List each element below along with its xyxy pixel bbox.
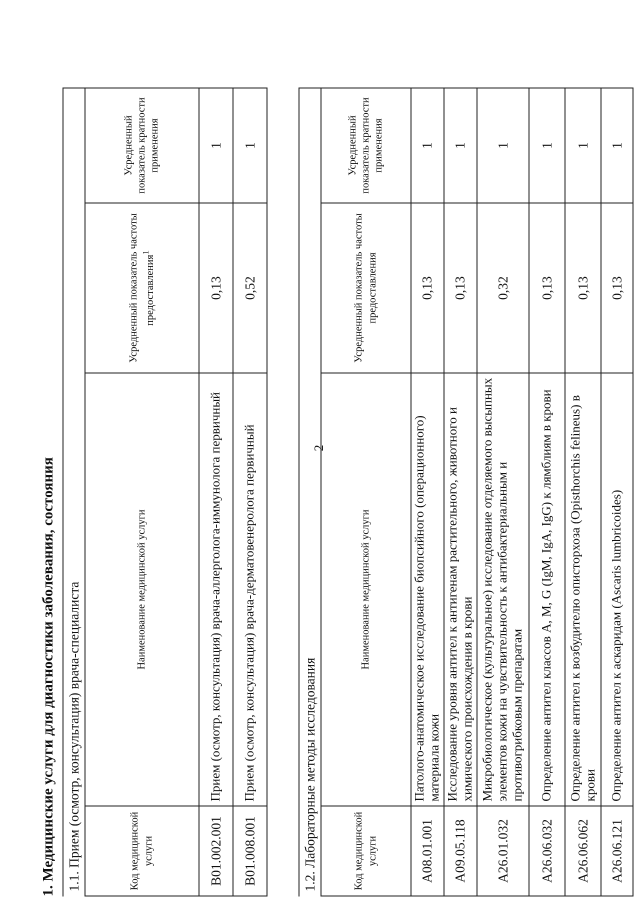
- service-code: A26.06.121: [601, 806, 633, 896]
- table-row: [477, 88, 529, 896]
- service-name: Микробиологическое (культуральное) исследование отделяемого высыпных элементов кожи на чувствительность к антибактериальным и противогрибковым препаратам: [477, 373, 529, 806]
- multiplicity-value: 1: [601, 88, 633, 203]
- service-code: A26.06.062: [565, 806, 601, 896]
- subsection-title: 1.2. Лабораторные методы исследования: [299, 88, 321, 896]
- table-row: [444, 88, 477, 896]
- footnote-mark: 1: [139, 250, 150, 255]
- frequency-value: 0,13: [444, 203, 477, 373]
- service-name: Прием (осмотр, консультация) врача-аллерголога-иммунолога первичный: [199, 373, 233, 806]
- service-name: Исследование уровня антител к антигенам растительного, животного и химического происхождения в крови: [444, 373, 477, 806]
- frequency-value: 0,13: [199, 203, 233, 373]
- multiplicity-value: 1: [411, 88, 444, 203]
- frequency-value: 0,32: [477, 203, 529, 373]
- table-row: [411, 88, 444, 896]
- table-row: [565, 88, 601, 896]
- rotated-content: [40, 72, 624, 897]
- service-name: Прием (осмотр, консультация) врача-дерматовенеролога первичный: [233, 373, 267, 806]
- service-name: Определение антител к возбудителю описторхоза (Opisthorchis felineus) в крови: [565, 373, 601, 806]
- multiplicity-value: 1: [233, 88, 267, 203]
- table-row: [233, 88, 267, 896]
- table-row: [529, 88, 565, 896]
- header-code: Код медицинской услуги: [85, 806, 199, 896]
- service-name: Определение антител к аскаридам (Ascaris lumbricoides): [601, 373, 633, 806]
- multiplicity-value: 1: [477, 88, 529, 203]
- service-code: A09.05.118: [444, 806, 477, 896]
- frequency-value: 0,13: [411, 203, 444, 373]
- service-code: B01.008.001: [233, 806, 267, 896]
- service-code: A26.01.032: [477, 806, 529, 896]
- table-row: [601, 88, 633, 896]
- multiplicity-value: 1: [529, 88, 565, 203]
- frequency-value: 0,13: [601, 203, 633, 373]
- service-code: B01.002.001: [199, 806, 233, 896]
- header-multiplicity: Усредненный показатель кратности применения: [321, 88, 411, 203]
- subsection-title: 1.1. Прием (осмотр, консультация) врача-специалиста: [63, 88, 85, 896]
- table-row: [199, 88, 233, 896]
- consultation-table: [62, 88, 267, 897]
- header-name: Наименование медицинской услуги: [85, 373, 199, 806]
- service-code: A26.06.032: [529, 806, 565, 896]
- frequency-value: 0,52: [233, 203, 267, 373]
- header-code: Код медицинской услуги: [321, 806, 411, 896]
- header-name: Наименование медицинской услуги: [321, 373, 411, 806]
- frequency-value: 0,13: [529, 203, 565, 373]
- laboratory-table: [298, 87, 633, 896]
- header-multiplicity: Усредненный показатель кратности применения: [85, 88, 199, 203]
- header-frequency: Усредненный показатель частоты предоставления: [321, 203, 411, 373]
- page-number: 2: [311, 444, 326, 452]
- service-name: Патолого-анатомическое исследование биопсийного (операционного) материала кожи: [411, 373, 444, 806]
- multiplicity-value: 1: [565, 88, 601, 203]
- frequency-value: 0,13: [565, 203, 601, 373]
- section-title: 1. Медицинские услуги для диагностики заболевания, состояния: [40, 457, 56, 897]
- service-code: A08.01.001: [411, 806, 444, 896]
- multiplicity-value: 1: [444, 88, 477, 203]
- header-frequency: Усредненный показатель частоты предоставления$^1$: [85, 203, 199, 373]
- service-name: Определение антител классов A, M, G (IgM, IgA, IgG) к лямблиям в крови: [529, 373, 565, 806]
- multiplicity-value: 1: [199, 88, 233, 203]
